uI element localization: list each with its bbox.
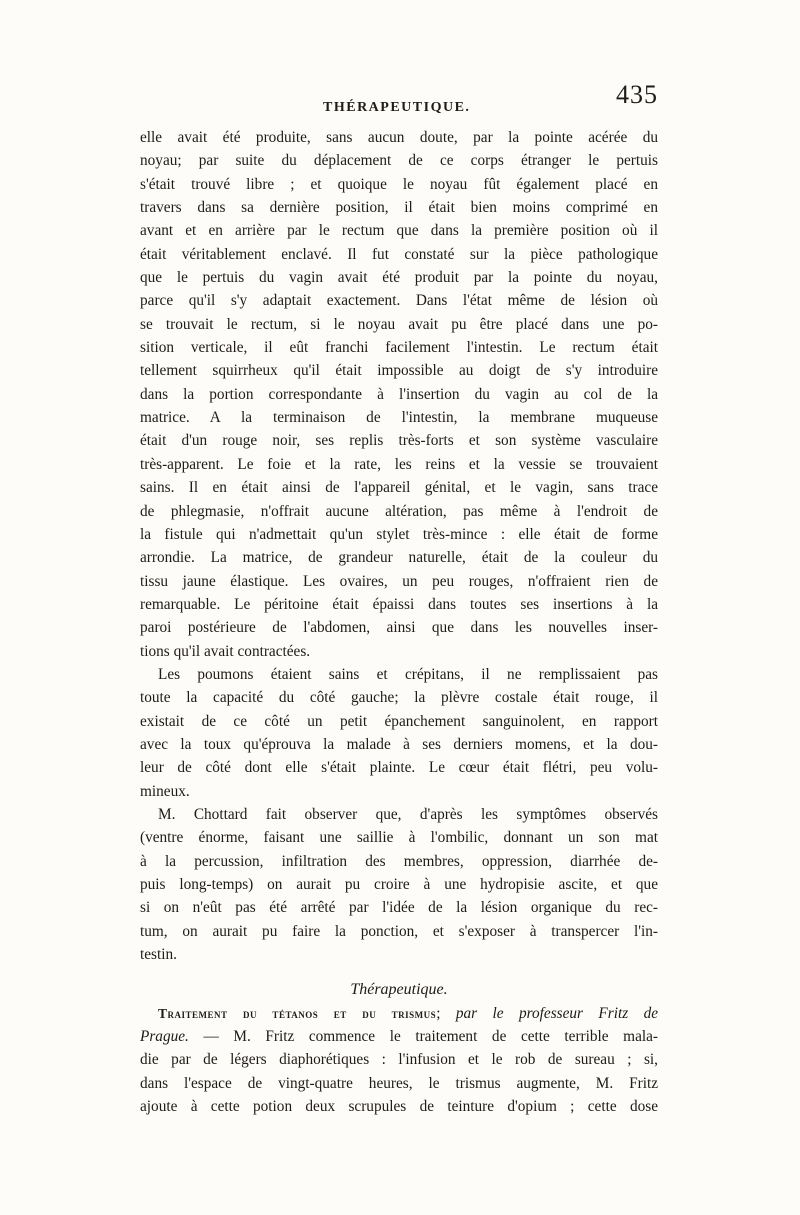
text-line: était d'un rouge noir, ses replis très-forts et son système vasculaire (140, 432, 658, 450)
text-line: parce qu'il s'y adaptait exactement. Dans l'état même de lésion où (140, 292, 658, 310)
paragraph-lungs (140, 663, 658, 803)
text-line: sains. Il en était ainsi de l'appareil génital, et le vagin, sans trace (140, 479, 658, 497)
text-line: noyau; par suite du déplacement de ce corps étranger le pertuis (140, 152, 658, 170)
text-line: travers dans sa dernière position, il était bien moins comprimé en (140, 199, 658, 217)
text-line: s'était trouvé libre ; et quoique le noyau fût également placé en (140, 175, 658, 193)
text-line: mineux. (140, 782, 190, 800)
article-place: Prague. (140, 1028, 189, 1046)
text-line: die par de légers diaphorétiques : l'infusion et le rob de sureau ; si, (140, 1051, 658, 1069)
paragraph-autopsy (140, 126, 658, 663)
page-number: 435 (616, 80, 658, 109)
text-line: tellement squirrheux qu'il était impossible au doigt de s'y introduire (140, 362, 658, 380)
text-line: la fistule qui n'admettait qu'un stylet très-mince : elle était de forme (140, 525, 658, 543)
text-line (140, 1002, 658, 1025)
text-line: (ventre énorme, faisant une saillie à l'ombilic, donnant un son mat (140, 829, 658, 847)
page-header (143, 72, 658, 115)
article-author: par le professeur Fritz de (455, 1004, 659, 1022)
text-line: tissu jaune élastique. Les ovaires, un peu rouges, n'offraient rien de (140, 572, 658, 590)
section-title: Thérapeutique. (350, 981, 448, 999)
text-line: si on n'eût pas été arrêté par l'idée de la lésion organique du rec- (140, 899, 658, 917)
text-line: était véritablement enclavé. Il fut constaté sur la pièce pathologique (140, 245, 658, 263)
text-line: dans l'espace de vingt-quatre heures, le trismus augmente, M. Fritz (140, 1074, 658, 1092)
text-line: ajoute à cette potion deux scrupules de teinture d'opium ; cette dose (140, 1098, 658, 1116)
text-line: remarquable. Le péritoine était épaissi dans toutes ses insertions à la (140, 595, 658, 613)
text-line: elle avait été produite, sans aucun doute, par la pointe acérée du (140, 129, 658, 146)
lead-separator: ; (436, 1004, 456, 1022)
text-line: à la percussion, infiltration des membres, oppression, diarrhée de- (140, 852, 658, 870)
text-line: paroi postérieure de l'abdomen, ainsi que dans les nouvelles inser- (140, 619, 658, 637)
text-line (140, 1025, 658, 1048)
text-line: très-apparent. Le foie et la rate, les reins et la vessie se trouvaient (140, 455, 658, 473)
page-body (140, 126, 658, 1118)
paragraph-chottard (140, 803, 658, 966)
text-line: sition verticale, il eût franchi facilement l'intestin. Le rectum était (140, 339, 658, 357)
text-line: que le pertuis du vagin avait été produit par la pointe du noyau, (140, 269, 658, 287)
text-line: dans la portion correspondante à l'insertion du vagin au col de la (140, 385, 658, 403)
text-line: avec la toux qu'éprouva la malade à ses derniers momens, et la dou- (140, 735, 658, 753)
text-line: Les poumons étaient sains et crépitans, il ne remplissaient pas (158, 665, 658, 683)
text-line: de phlegmasie, n'offrait aucune altération, pas même à l'endroit de (140, 502, 658, 520)
text-line: puis long-temps) on aurait pu croire à une hydropisie ascite, et que (140, 876, 658, 893)
text-line: tions qu'il avait contractées. (140, 642, 311, 660)
text-line: M. Chottard fait observer que, d'après les symptômes observés (158, 805, 658, 823)
paragraph-fritz (140, 1002, 658, 1119)
text-line: arrondie. La matrice, de grandeur naturelle, était de la couleur du (140, 549, 658, 567)
text-line: toute la capacité du côté gauche; la plèvre costale était rouge, il (140, 689, 658, 707)
text-line: leur de côté dont elle s'était plainte. Le cœur était flétri, peu volu- (140, 759, 658, 777)
text-line: matrice. A la terminaison de l'intestin, la membrane muqueuse (140, 409, 658, 427)
running-title: THÉRAPEUTIQUE. (323, 100, 471, 115)
text-line: avant et en arrière par le rectum que dans la première position où il (140, 222, 658, 240)
text-fragment: — M. Fritz commence le traitement de cette terrible mala- (188, 1028, 658, 1046)
text-line: existait de ce côté un petit épanchement sanguinolent, en rapport (140, 712, 658, 730)
text-line: se trouvait le rectum, si le noyau avait pu être placé dans une po- (140, 315, 658, 333)
text-line: testin. (140, 946, 177, 964)
text-line: tum, on aurait pu faire la ponction, et s'exposer à transpercer l'in- (140, 922, 658, 940)
article-lead: Traitement du tétanos et du trismus (158, 1005, 437, 1021)
